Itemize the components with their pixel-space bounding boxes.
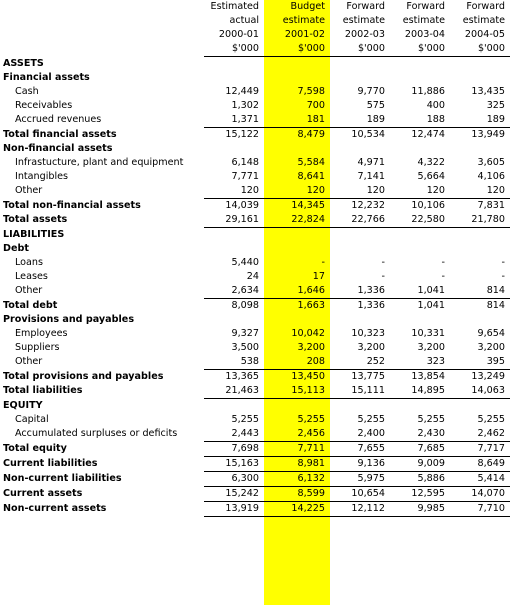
value-cell: 2,400	[330, 427, 390, 442]
header-cell: $'000	[390, 42, 450, 57]
value-cell: 14,895	[390, 384, 450, 399]
value-cell: 120	[330, 184, 390, 199]
value-cell	[390, 313, 450, 327]
value-cell	[264, 313, 330, 327]
total-row	[0, 502, 510, 517]
value-cell: 14,063	[450, 384, 510, 399]
section-heading: Provisions and payables	[3, 314, 135, 325]
section-heading: Debt	[3, 243, 29, 254]
value-cell: 9,136	[330, 457, 390, 472]
row-label: Total provisions and payables	[3, 370, 164, 382]
line-item-row	[0, 270, 510, 284]
value-cell	[330, 399, 390, 414]
row-label: Receivables	[15, 100, 73, 111]
value-cell: 5,886	[390, 472, 450, 487]
value-cell: 5,255	[357, 414, 385, 425]
value-cell: 538	[204, 355, 264, 370]
value-cell: 2,430	[390, 427, 450, 442]
value-cell: 5,414	[450, 472, 510, 487]
value-cell	[204, 57, 264, 72]
value-cell	[390, 242, 450, 256]
total-row	[0, 299, 510, 314]
header-cell: 2000-01	[218, 29, 259, 40]
value-cell: 1,336	[330, 299, 390, 314]
row-label: Other	[15, 185, 43, 197]
value-cell: 13,775	[330, 370, 390, 385]
value-cell: 15,242	[204, 487, 264, 502]
value-cell: 5,664	[417, 171, 445, 182]
value-cell: -	[501, 271, 505, 282]
value-cell: 1,646	[264, 284, 330, 299]
value-cell: 120	[450, 184, 510, 199]
value-cell: 1,336	[330, 284, 390, 299]
value-cell: 5,255	[231, 414, 259, 425]
header-cell: 2003-04	[404, 29, 445, 40]
value-cell: 6,300	[204, 472, 264, 487]
section-heading-row	[0, 242, 510, 256]
value-cell: 814	[450, 299, 510, 314]
header-cell: estimate	[402, 15, 445, 26]
row-label: Non-current assets	[3, 503, 107, 514]
value-cell: 120	[204, 184, 264, 199]
value-cell: 2,456	[264, 427, 330, 442]
row-label: Current liabilities	[3, 458, 98, 469]
line-item-row	[0, 113, 510, 128]
value-cell: 3,200	[357, 342, 385, 353]
value-cell: -	[501, 257, 505, 268]
value-cell: 10,106	[390, 199, 450, 214]
row-label: Capital	[15, 414, 49, 425]
row-label: Infrastucture, plant and equipment	[15, 157, 184, 168]
header-cell: estimate	[282, 15, 325, 26]
value-cell: 7,655	[330, 442, 390, 457]
value-cell: 9,654	[477, 328, 505, 339]
line-item-row	[0, 256, 510, 270]
value-cell: 7,710	[450, 502, 510, 517]
value-cell: 10,331	[411, 328, 445, 339]
value-cell	[264, 242, 330, 256]
line-item-row	[0, 184, 510, 199]
total-row	[0, 128, 510, 143]
value-cell: 12,449	[225, 86, 259, 97]
value-cell: 13,249	[450, 370, 510, 385]
value-cell: 3,200	[477, 342, 505, 353]
value-cell: 395	[450, 355, 510, 370]
value-cell: -	[381, 271, 385, 282]
value-cell: 10,323	[351, 328, 385, 339]
value-cell: 9,327	[231, 328, 259, 339]
total-row	[0, 487, 510, 502]
value-cell: 15,163	[204, 457, 264, 472]
value-cell: 1,663	[264, 299, 330, 314]
value-cell	[204, 228, 264, 243]
value-cell: 5,255	[417, 414, 445, 425]
value-cell: 2,462	[450, 427, 510, 442]
line-item-row	[0, 99, 510, 113]
value-cell	[204, 313, 264, 327]
header-row	[0, 28, 510, 42]
value-cell: 9,009	[390, 457, 450, 472]
value-cell	[450, 242, 510, 256]
value-cell	[450, 228, 510, 243]
value-cell	[330, 142, 390, 156]
value-cell: 13,435	[471, 86, 505, 97]
value-cell: 13,949	[450, 128, 510, 143]
value-cell: 22,824	[264, 213, 330, 228]
value-cell: 3,605	[477, 157, 505, 168]
row-label: Leases	[15, 271, 48, 282]
value-cell	[264, 142, 330, 156]
line-item-row	[0, 85, 510, 99]
value-cell: 181	[264, 113, 330, 128]
row-label: Total liabilities	[3, 385, 83, 397]
section-heading: Financial assets	[3, 72, 90, 83]
line-item-row	[0, 156, 510, 170]
value-cell: 8,981	[264, 457, 330, 472]
value-cell: 5,584	[297, 157, 325, 168]
section-heading-row	[0, 228, 510, 243]
header-cell: 2001-02	[284, 29, 325, 40]
value-cell: 1,041	[390, 299, 450, 314]
header-cell: estimate	[462, 15, 505, 26]
value-cell: 10,654	[330, 487, 390, 502]
header-cell: Forward	[346, 1, 385, 12]
value-cell: 1,371	[204, 113, 264, 128]
value-cell: 2,443	[204, 427, 264, 442]
value-cell	[330, 57, 390, 72]
value-cell	[450, 71, 510, 85]
value-cell: 252	[330, 355, 390, 370]
line-item-row	[0, 327, 510, 341]
total-row	[0, 199, 510, 214]
header-cell: Forward	[466, 1, 505, 12]
row-label: Accrued revenues	[15, 114, 102, 126]
total-row	[0, 213, 510, 228]
value-cell: 8,649	[450, 457, 510, 472]
header-cell: 2002-03	[344, 29, 385, 40]
value-cell	[330, 242, 390, 256]
header-label-cell	[0, 28, 204, 42]
value-cell: 3,500	[231, 342, 259, 353]
row-label: Other	[15, 285, 43, 297]
row-label: Non-current liabilities	[3, 473, 122, 484]
value-cell: 29,161	[204, 213, 264, 228]
value-cell: 7,717	[450, 442, 510, 457]
header-cell: estimate	[342, 15, 385, 26]
value-cell: 14,039	[204, 199, 264, 214]
value-cell: -	[441, 271, 445, 282]
value-cell: 8,641	[297, 171, 325, 182]
value-cell: 13,854	[390, 370, 450, 385]
value-cell: 814	[450, 284, 510, 299]
value-cell: 189	[330, 113, 390, 128]
value-cell: 8,599	[264, 487, 330, 502]
value-cell: 7,141	[357, 171, 385, 182]
row-label: Intangibles	[15, 171, 69, 182]
value-cell: 10,534	[330, 128, 390, 143]
value-cell: 7,711	[264, 442, 330, 457]
section-heading: EQUITY	[3, 399, 43, 411]
section-heading-row	[0, 71, 510, 85]
value-cell: 7,831	[450, 199, 510, 214]
value-cell: 12,112	[330, 502, 390, 517]
value-cell: 9,985	[390, 502, 450, 517]
section-heading: ASSETS	[3, 57, 44, 69]
value-cell	[450, 57, 510, 72]
value-cell: 323	[390, 355, 450, 370]
header-cell: actual	[229, 15, 259, 26]
value-cell: 12,595	[390, 487, 450, 502]
value-cell	[450, 313, 510, 327]
value-cell: 24	[246, 271, 259, 282]
value-cell	[330, 71, 390, 85]
value-cell: 14,070	[450, 487, 510, 502]
value-cell	[450, 142, 510, 156]
value-cell	[390, 399, 450, 414]
value-cell: 5,255	[477, 414, 505, 425]
line-item-row	[0, 341, 510, 355]
value-cell	[330, 228, 390, 243]
value-cell	[390, 71, 450, 85]
value-cell: 7,598	[297, 86, 325, 97]
line-item-row	[0, 170, 510, 184]
value-cell: 5,440	[231, 257, 259, 268]
value-cell: 4,322	[417, 157, 445, 168]
value-cell: 17	[312, 271, 325, 282]
header-label-cell	[0, 0, 204, 14]
value-cell: 12,232	[330, 199, 390, 214]
value-cell	[204, 242, 264, 256]
value-cell: 4,971	[357, 157, 385, 168]
value-cell: 120	[264, 184, 330, 199]
value-cell: -	[441, 257, 445, 268]
value-cell: 325	[486, 100, 505, 111]
header-cell: Budget	[290, 1, 325, 12]
value-cell: -	[381, 257, 385, 268]
value-cell: 575	[366, 100, 385, 111]
value-cell: 15,122	[204, 128, 264, 143]
row-label: Total equity	[3, 443, 67, 454]
line-item-row	[0, 427, 510, 442]
header-cell: Forward	[406, 1, 445, 12]
value-cell: 7,771	[231, 171, 259, 182]
row-label: Cash	[15, 86, 39, 97]
value-cell: 10,042	[291, 328, 325, 339]
value-cell: 400	[426, 100, 445, 111]
value-cell	[390, 142, 450, 156]
value-cell: 120	[390, 184, 450, 199]
header-row	[0, 0, 510, 14]
value-cell	[204, 71, 264, 85]
row-label: Employees	[15, 328, 68, 339]
value-cell: -	[321, 257, 325, 268]
row-label: Total assets	[3, 214, 68, 226]
total-row	[0, 442, 510, 457]
header-cell: $'000	[330, 42, 390, 57]
value-cell	[264, 399, 330, 414]
section-heading-row	[0, 313, 510, 327]
row-label: Current assets	[3, 488, 83, 499]
value-cell: 22,766	[330, 213, 390, 228]
value-cell: 11,886	[411, 86, 445, 97]
value-cell: 5,975	[330, 472, 390, 487]
value-cell: 700	[306, 100, 325, 111]
value-cell: 7,685	[390, 442, 450, 457]
value-cell: 9,770	[357, 86, 385, 97]
value-cell: 189	[450, 113, 510, 128]
header-row	[0, 42, 510, 57]
value-cell	[264, 228, 330, 243]
value-cell	[204, 399, 264, 414]
header-cell: $'000	[264, 42, 330, 57]
value-cell: 21,463	[204, 384, 264, 399]
value-cell: 6,148	[231, 157, 259, 168]
value-cell	[264, 57, 330, 72]
value-cell: 3,200	[417, 342, 445, 353]
total-row	[0, 472, 510, 487]
total-row	[0, 370, 510, 385]
line-item-row	[0, 284, 510, 299]
section-heading-row	[0, 57, 510, 72]
value-cell: 3,200	[297, 342, 325, 353]
row-label: Suppliers	[15, 342, 60, 353]
header-cell: $'000	[204, 42, 264, 57]
value-cell	[390, 228, 450, 243]
section-heading-row	[0, 399, 510, 414]
value-cell: 8,479	[264, 128, 330, 143]
value-cell: 7,698	[204, 442, 264, 457]
value-cell	[330, 313, 390, 327]
row-label: Total debt	[3, 299, 58, 311]
total-row	[0, 457, 510, 472]
line-item-row	[0, 355, 510, 370]
value-cell: 8,098	[204, 299, 264, 314]
value-cell: 13,450	[264, 370, 330, 385]
row-label: Other	[15, 356, 43, 368]
value-cell: 21,780	[450, 213, 510, 228]
row-label: Loans	[15, 257, 44, 268]
value-cell: 22,580	[390, 213, 450, 228]
value-cell: 14,345	[264, 199, 330, 214]
value-cell: 14,225	[264, 502, 330, 517]
value-cell: 15,113	[264, 384, 330, 399]
section-heading-row	[0, 142, 510, 156]
section-heading: Non-financial assets	[3, 143, 113, 154]
header-row	[0, 14, 510, 28]
header-label-cell	[0, 14, 204, 28]
value-cell: 12,474	[390, 128, 450, 143]
value-cell: 1,302	[231, 100, 259, 111]
header-cell: $'000	[450, 42, 510, 57]
value-cell: 13,919	[204, 502, 264, 517]
value-cell: 188	[390, 113, 450, 128]
row-label: Total non-financial assets	[3, 199, 141, 211]
row-label: Total financial assets	[3, 128, 117, 140]
header-cell: 2004-05	[464, 29, 505, 40]
value-cell	[450, 399, 510, 414]
value-cell: 2,634	[204, 284, 264, 299]
value-cell: 6,132	[264, 472, 330, 487]
header-label-cell	[0, 42, 204, 57]
value-cell: 208	[264, 355, 330, 370]
section-heading: LIABILITIES	[3, 228, 65, 240]
value-cell: 15,111	[330, 384, 390, 399]
header-cell: Estimated	[210, 1, 259, 12]
value-cell	[264, 71, 330, 85]
value-cell: 5,255	[297, 414, 325, 425]
value-cell: 13,365	[204, 370, 264, 385]
value-cell: 1,041	[390, 284, 450, 299]
line-item-row	[0, 413, 510, 427]
value-cell: 4,106	[477, 171, 505, 182]
row-label: Accumulated surpluses or deficits	[15, 428, 178, 440]
value-cell	[204, 142, 264, 156]
value-cell	[390, 57, 450, 72]
total-row	[0, 384, 510, 399]
